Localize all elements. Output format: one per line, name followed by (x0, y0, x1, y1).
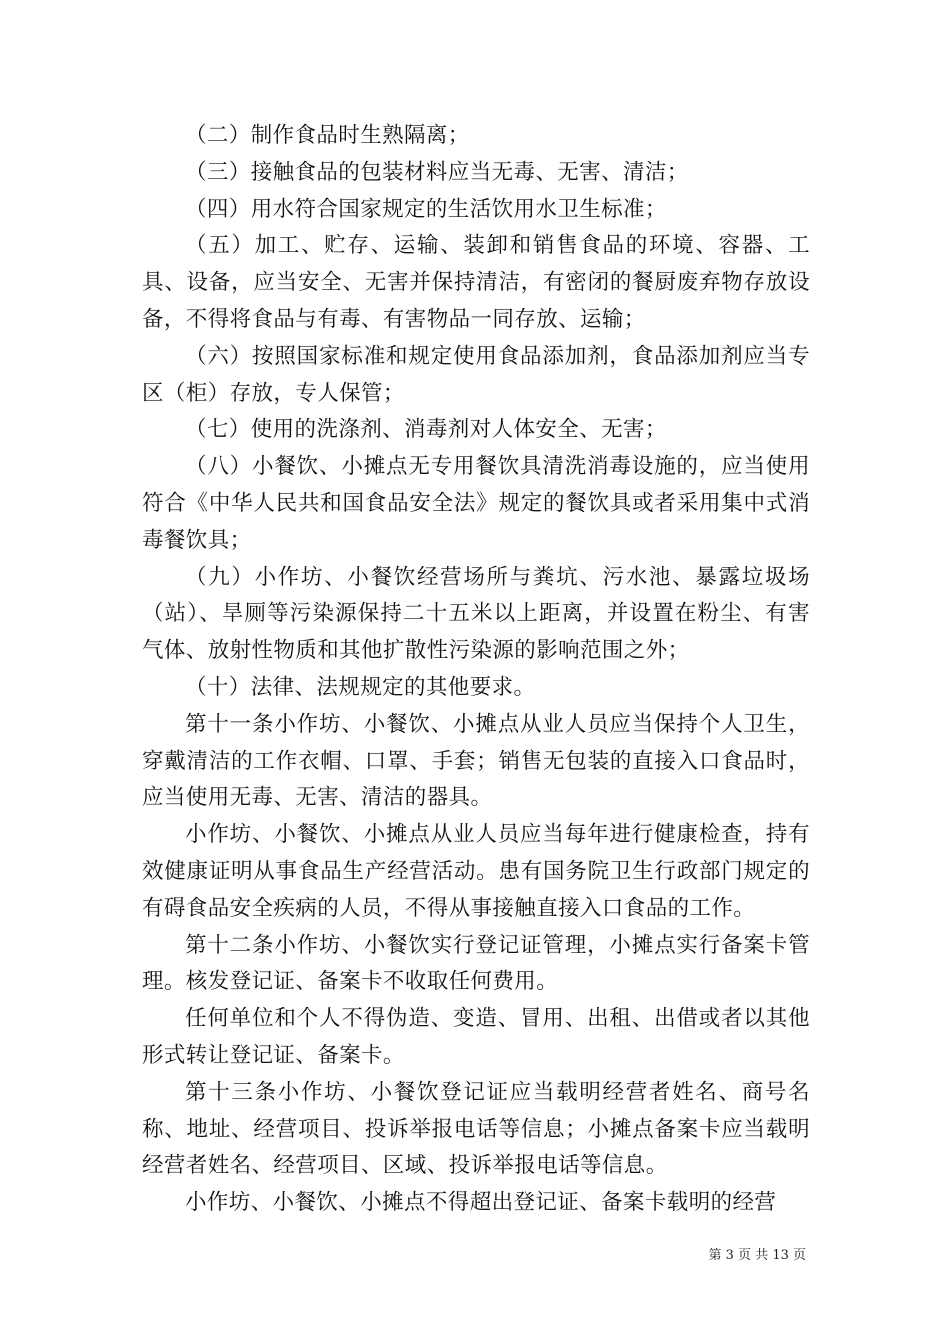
paragraph-article-13-scope: 小作坊、小餐饮、小摊点不得超出登记证、备案卡载明的经营 (185, 1190, 777, 1216)
paragraph-item-4: （四）用水符合国家规定的生活饮用水卫生标准； (185, 196, 667, 222)
paragraph-item-8: （八）小餐饮、小摊点无专用餐饮具清洗消毒设施的，应当使用符合《中华人民共和国食品安全法》规定的餐饮具或者采用集中式消毒餐饮具； (142, 454, 810, 553)
paragraph-item-5: （五）加工、贮存、运输、装卸和销售食品的环境、容器、工具、设备，应当安全、无害并保持清洁，有密闭的餐厨废弃物存放设备，不得将食品与有毒、有害物品一同存放、运输； (142, 233, 810, 332)
paragraph-item-2: （二）制作食品时生熟隔离； (185, 123, 470, 148)
paragraph-item-6: （六）按照国家标准和规定使用食品添加剂，食品添加剂应当专区（柜）存放，专人保管； (142, 343, 810, 406)
page-number-footer: 第 3 页 共 13 页 (708, 1248, 806, 1263)
paragraph-article-12: 第十二条小作坊、小餐饮实行登记证管理，小摊点实行备案卡管理。核发登记证、备案卡不收取任何费用。 (142, 932, 810, 995)
paragraph-article-11-health: 小作坊、小餐饮、小摊点从业人员应当每年进行健康检查，持有效健康证明从事食品生产经营活动。患有国务院卫生行政部门规定的有碍食品安全疾病的人员，不得从事接触直接入口食品的工作。 (142, 822, 810, 921)
paragraph-item-9: （九）小作坊、小餐饮经营场所与粪坑、污水池、暴露垃圾场（站）、旱厕等污染源保持二十五米以上距离，并设置在粉尘、有害气体、放射性物质和其他扩散性污染源的影响范围之外； (142, 564, 810, 664)
paragraph-article-12-prohibition: 任何单位和个人不得伪造、变造、冒用、出租、出借或者以其他形式转让登记证、备案卡。 (142, 1006, 810, 1068)
paragraph-article-13: 第十三条小作坊、小餐饮登记证应当载明经营者姓名、商号名称、地址、经营项目、投诉举报电话等信息；小摊点备案卡应当载明经营者姓名、经营项目、区域、投诉举报电话等信息。 (142, 1079, 810, 1179)
document-body (142, 118, 810, 1222)
paragraph-article-11: 第十一条小作坊、小餐饮、小摊点从业人员应当保持个人卫生，穿戴清洁的工作衣帽、口罩、手套；销售无包装的直接入口食品时，应当使用无毒、无害、清洁的器具。 (142, 711, 810, 811)
paragraph-item-3: （三）接触食品的包装材料应当无毒、无害、清洁； (185, 159, 689, 185)
paragraph-item-10: （十）法律、法规规定的其他要求。 (185, 674, 536, 700)
paragraph-item-7: （七）使用的洗涤剂、消毒剂对人体安全、无害； (185, 417, 667, 443)
